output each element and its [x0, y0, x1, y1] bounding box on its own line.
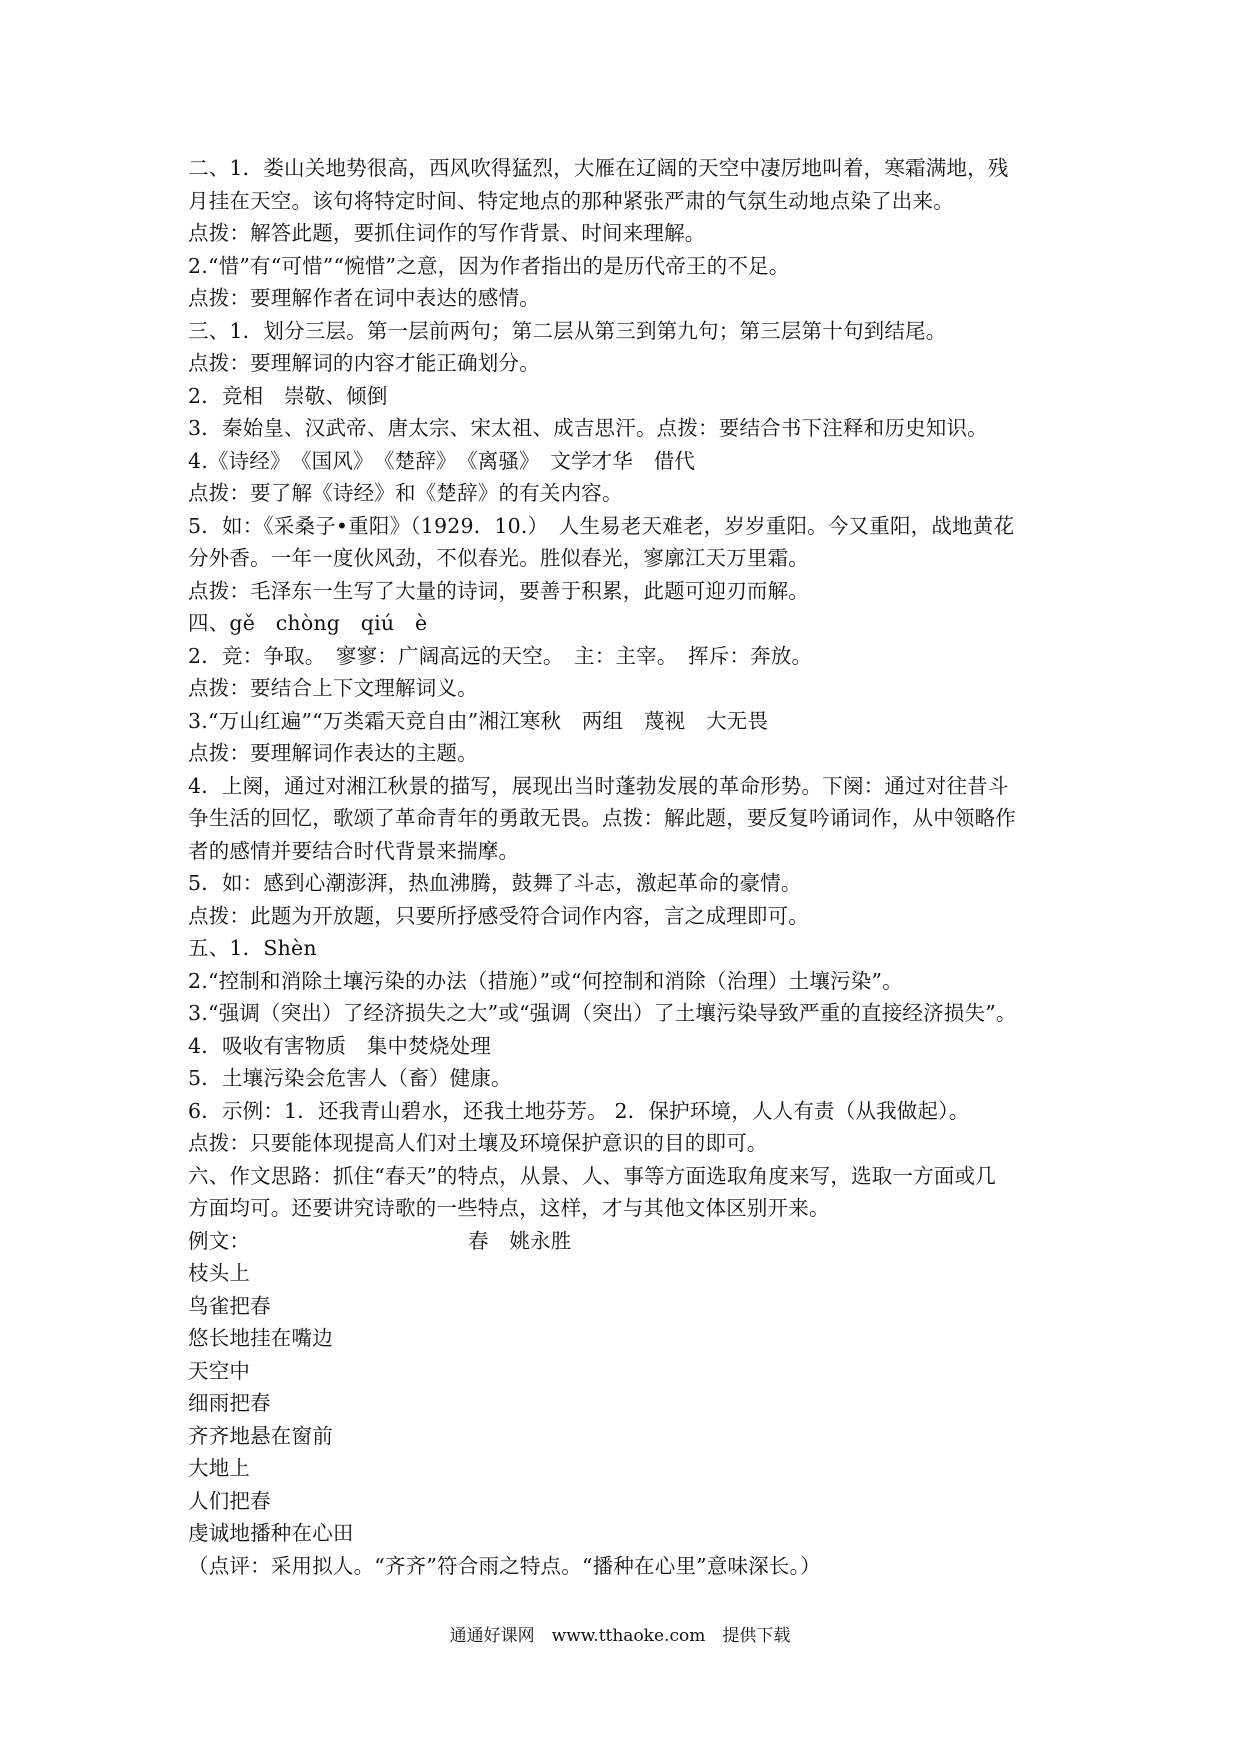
text-line: 点拨：毛泽东一生写了大量的诗词，要善于积累，此题可迎刃而解。 [188, 578, 809, 603]
text-line: 点拨：此题为开放题，只要所抒感受符合词作内容，言之成理即可。 [188, 903, 809, 928]
text-line: 二、1．娄山关地势很高，西风吹得猛烈，大雁在辽阔的天空中凄厉地叫着，寒霜满地，残 [188, 156, 1009, 180]
poem-line: 枝头上 [188, 1261, 251, 1285]
text-line: 点拨：只要能体现提高人们对土壤及环境保护意识的目的即可。 [188, 1131, 768, 1155]
text-line: 4．上阕，通过对湘江秋景的描写，展现出当时蓬勃发展的革命形势。下阕：通过对往昔斗 [188, 773, 1009, 798]
text-line: 5．土壤污染会危害人（畜）健康。 [188, 1066, 512, 1090]
text-line: 5．如：感到心潮澎湃，热血沸腾，鼓舞了斗志，激起革命的豪情。 [188, 871, 802, 895]
poem-line: 人们把春 [188, 1488, 271, 1513]
text-line: 点拨：要理解词作表达的主题。 [188, 741, 478, 765]
poem-comment: （点评：采用拟人。“齐齐”符合雨之特点。“播种在心里”意味深长。） [188, 1553, 821, 1578]
text-line: 六、作文思路：抓住“春天”的特点，从景、人、事等方面选取角度来写，选取一方面或几 [188, 1163, 996, 1188]
text-line: 4.《诗经》 《国风》 《楚辞》 《离骚》 文学才华 借代 [188, 448, 696, 473]
text-line: 3.“强调（突出）了经济损失之大”或“强调（突出）了土壤污染导致严重的直接经济损失”。 [188, 1001, 1017, 1025]
text-line: 点拨：要了解《诗经》和《楚辞》的有关内容。 [188, 481, 623, 505]
example-heading [188, 1225, 1068, 1258]
poem-line: 虔诚地播种在心田 [188, 1521, 354, 1545]
poem-title-author: 春 姚永胜 [468, 1228, 572, 1253]
text-line: 点拨：解答此题，要抓住词作的写作背景、时间来理解。 [188, 221, 706, 245]
poem-line: 齐齐地悬在窗前 [188, 1423, 333, 1448]
text-line: 2．竞相 崇敬、倾倒 [188, 383, 388, 408]
text-line: 2.“惜”有“可惜”“惋惜”之意，因为作者指出的是历代帝王的不足。 [188, 253, 790, 278]
poem-line: 细雨把春 [188, 1391, 271, 1415]
text-line: 4．吸收有害物质 集中焚烧处理 [188, 1033, 492, 1058]
poem-line: 天空中 [188, 1358, 251, 1383]
text-line: 6．示例：1．还我青山碧水，还我土地芬芳。 2．保护环境，人人有责（从我做起）。 [188, 1098, 970, 1123]
text-line: 分外香。一年一度伙风劲，不似春光。胜似春光，寥廓江天万里霜。 [188, 546, 809, 570]
text-line: 者的感情并要结合时代背景来揣摩。 [188, 838, 520, 863]
text-line: 点拨：要理解词的内容才能正确划分。 [188, 351, 540, 375]
text-line: 四、gě chòng qiú è [188, 611, 428, 635]
text-line: 争生活的回忆，歌颂了革命青年的勇敢无畏。点拨：解此题，要反复吟诵词作，从中领略作 [188, 806, 1016, 830]
poem-line: 大地上 [188, 1456, 251, 1480]
poem-body [188, 1257, 1068, 1550]
example-label: 例文： [188, 1228, 251, 1253]
page-footer: 通通好课网 www.tthaoke.com 提供下载 [449, 1626, 791, 1646]
text-line: 三、1．划分三层。第一层前两句；第二层从第三到第九句；第三层第十句到结尾。 [188, 318, 947, 343]
answer-lines [188, 152, 1068, 1225]
poem-line: 鸟雀把春 [188, 1293, 271, 1318]
text-line: 2．竞：争取。 寥寥：广阔高远的天空。 主：主宰。 挥斥：奔放。 [188, 643, 813, 668]
text-line: 5．如：《采桑子•重阳》（1929．10.） 人生易老天难老，岁岁重阳。今又重阳，战地黄花 [188, 513, 1015, 538]
text-line: 月挂在天空。该句将特定时间、特定地点的那种紧张严肃的气氛生动地点染了出来。 [188, 188, 954, 213]
text-line: 方面均可。还要讲究诗歌的一些特点，这样，才与其他文体区别开来。 [188, 1196, 830, 1220]
text-line: 3．秦始皇、汉武帝、唐太宗、宋太祖、成吉思汗。点拨：要结合书下注释和历史知识。 [188, 416, 988, 440]
text-line: 2.“控制和消除土壤污染的办法（措施）”或“何控制和消除（治理）土壤污染”。 [188, 968, 903, 993]
text-line: 3.“万山红遍”“万类霜天竞自由”湘江寒秋 两组 蔑视 大无畏 [188, 708, 769, 733]
answer-content [188, 152, 1068, 1582]
poem-line: 悠长地挂在嘴边 [188, 1326, 333, 1350]
text-line: 五、1．Shèn [188, 936, 317, 960]
text-line: 点拨：要理解作者在词中表达的感情。 [188, 286, 540, 310]
text-line: 点拨：要结合上下文理解词义。 [188, 676, 478, 700]
